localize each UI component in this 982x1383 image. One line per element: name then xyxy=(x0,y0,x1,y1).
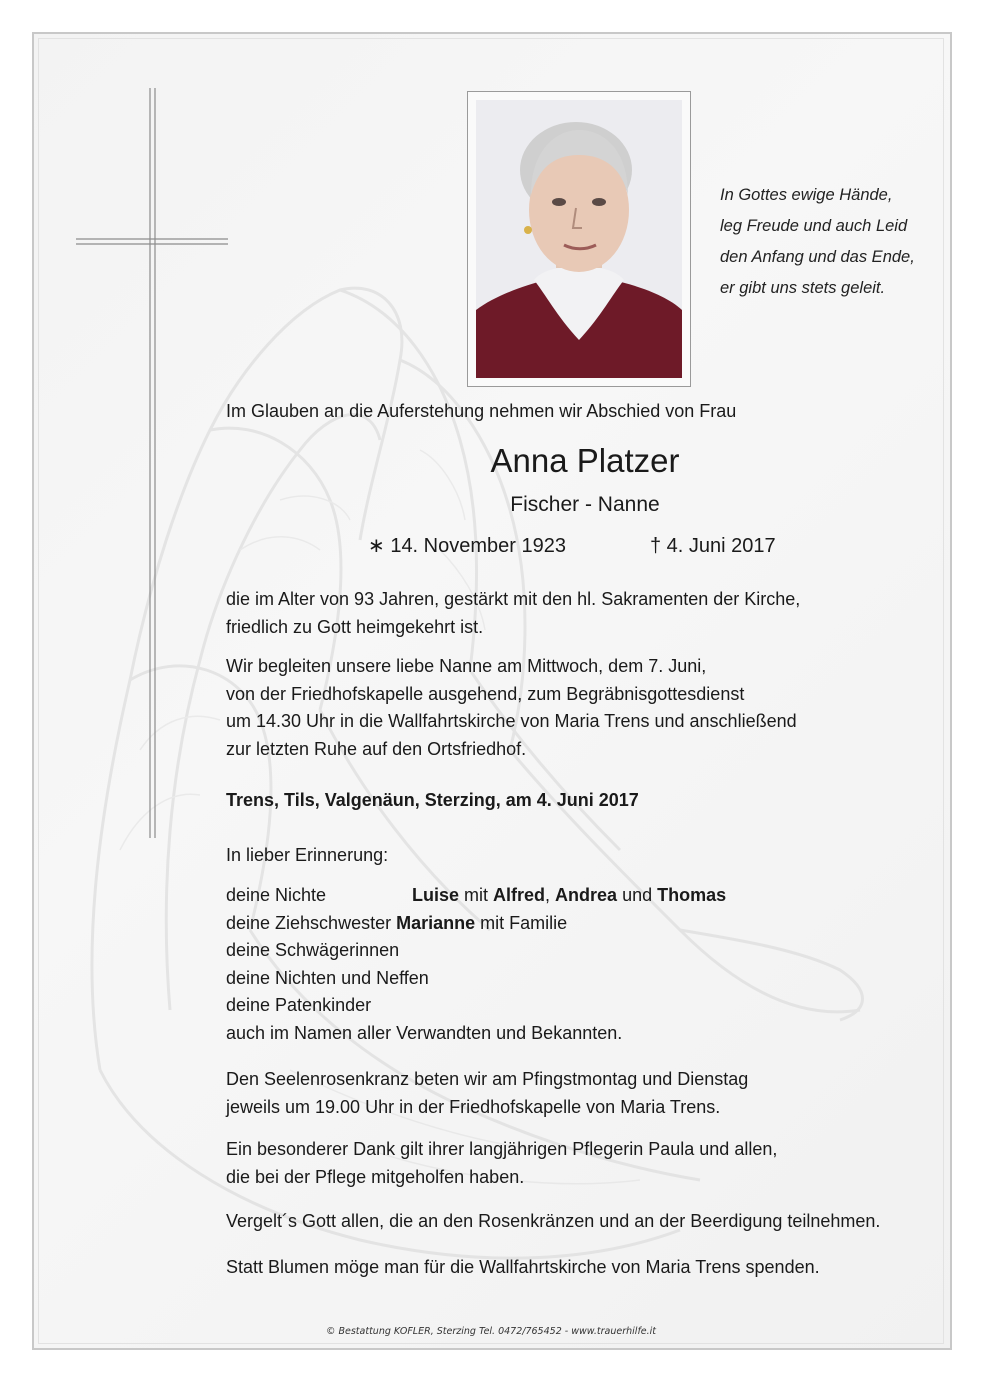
memory-heading-text: In lieber Erinnerung: xyxy=(226,845,389,865)
relative-line: deine Schwägerinnen xyxy=(226,940,400,960)
life-dates xyxy=(368,533,776,560)
text-line: Ein besonderer Dank gilt ihrer langjährigen Pflegerin Paula und allen, xyxy=(226,1139,778,1159)
paragraph-thanks xyxy=(226,1136,777,1191)
place-date xyxy=(226,787,639,815)
portrait-illustration xyxy=(476,100,682,378)
birth-date: ∗ 14. November 1923 xyxy=(368,535,566,557)
relative-label: deine Ziehschwester xyxy=(226,912,397,933)
deceased-nickname: Fischer - Nanne xyxy=(510,493,660,516)
paragraph-funeral xyxy=(226,653,797,763)
relative-line: deine Patenkinder xyxy=(226,995,372,1015)
memory-heading xyxy=(226,842,388,870)
text-line: die im Alter von 93 Jahren, gestärkt mit den hl. Sakramenten der Kirche, xyxy=(226,589,801,609)
footer-credit: © Bestattung KOFLER, Sterzing Tel. 0472/765452 - www.trauerhilfe.it xyxy=(325,1326,657,1337)
relative-connector: , xyxy=(545,885,556,905)
text-line: Statt Blumen möge man für die Wallfahrtskirche von Maria Trens spenden. xyxy=(226,1257,820,1277)
text-line: von der Friedhofskapelle ausgehend, zum Begräbnisgottesdienst xyxy=(226,683,745,704)
relative-line-ziehschwester xyxy=(226,910,726,938)
relative-connector: und xyxy=(617,885,658,905)
poem-line: er gibt uns stets geleit. xyxy=(720,279,886,297)
text-line: um 14.30 Uhr in die Wallfahrtskirche von Maria Trens und anschließend xyxy=(226,711,797,731)
relatives-list xyxy=(226,882,726,1047)
poem xyxy=(720,180,940,304)
relative-name: Andrea xyxy=(555,885,618,905)
relative-connector: mit xyxy=(459,885,494,905)
text-line: Vergelt´s Gott allen, die an den Rosenkränzen und an der Beerdigung teilnehmen. xyxy=(226,1211,881,1231)
text-line: Den Seelenrosenkranz beten wir am Pfingstmontag und Dienstag xyxy=(226,1069,749,1089)
relative-name: Thomas xyxy=(657,885,727,905)
poem-line: leg Freude und auch Leid xyxy=(720,217,908,235)
poem-line: den Anfang und das Ende, xyxy=(720,248,915,266)
text-line: jeweils um 19.00 Uhr in der Friedhofskapelle von Maria Trens. xyxy=(226,1096,721,1117)
relative-line-nichte xyxy=(226,882,726,910)
portrait-photo xyxy=(476,100,682,378)
relative-label: deine Nichte xyxy=(226,885,327,905)
relative-name: Marianne xyxy=(396,912,476,933)
text-line: friedlich zu Gott heimgekehrt ist. xyxy=(226,616,484,637)
paragraph-rosary xyxy=(226,1066,748,1121)
paragraph-flowers xyxy=(226,1254,820,1282)
death-date: † 4. Juni 2017 xyxy=(649,535,776,557)
poem-line: In Gottes ewige Hände, xyxy=(720,186,893,204)
relative-line: deine Nichten und Neffen xyxy=(226,967,429,988)
paragraph-age xyxy=(226,586,800,641)
relative-name: Luise xyxy=(412,885,460,905)
relative-line: auch im Namen aller Verwandten und Bekannten. xyxy=(226,1022,623,1043)
relative-name: Alfred xyxy=(493,885,546,905)
paragraph-vergelts xyxy=(226,1208,880,1236)
intro-text: Im Glauben an die Auferstehung nehmen wir Abschied von Frau xyxy=(226,401,737,421)
text-line: zur letzten Ruhe auf den Ortsfriedhof. xyxy=(226,738,527,759)
relative-connector: mit Familie xyxy=(475,912,568,933)
text-line: Wir begleiten unsere liebe Nanne am Mittwoch, dem 7. Juni, xyxy=(226,656,707,676)
place-date-text: Trens, Tils, Valgenäun, Sterzing, am 4. Juni 2017 xyxy=(226,790,639,810)
text-line: die bei der Pflege mitgeholfen haben. xyxy=(226,1166,525,1187)
deceased-name: Anna Platzer xyxy=(490,442,680,479)
portrait-frame xyxy=(467,91,691,387)
